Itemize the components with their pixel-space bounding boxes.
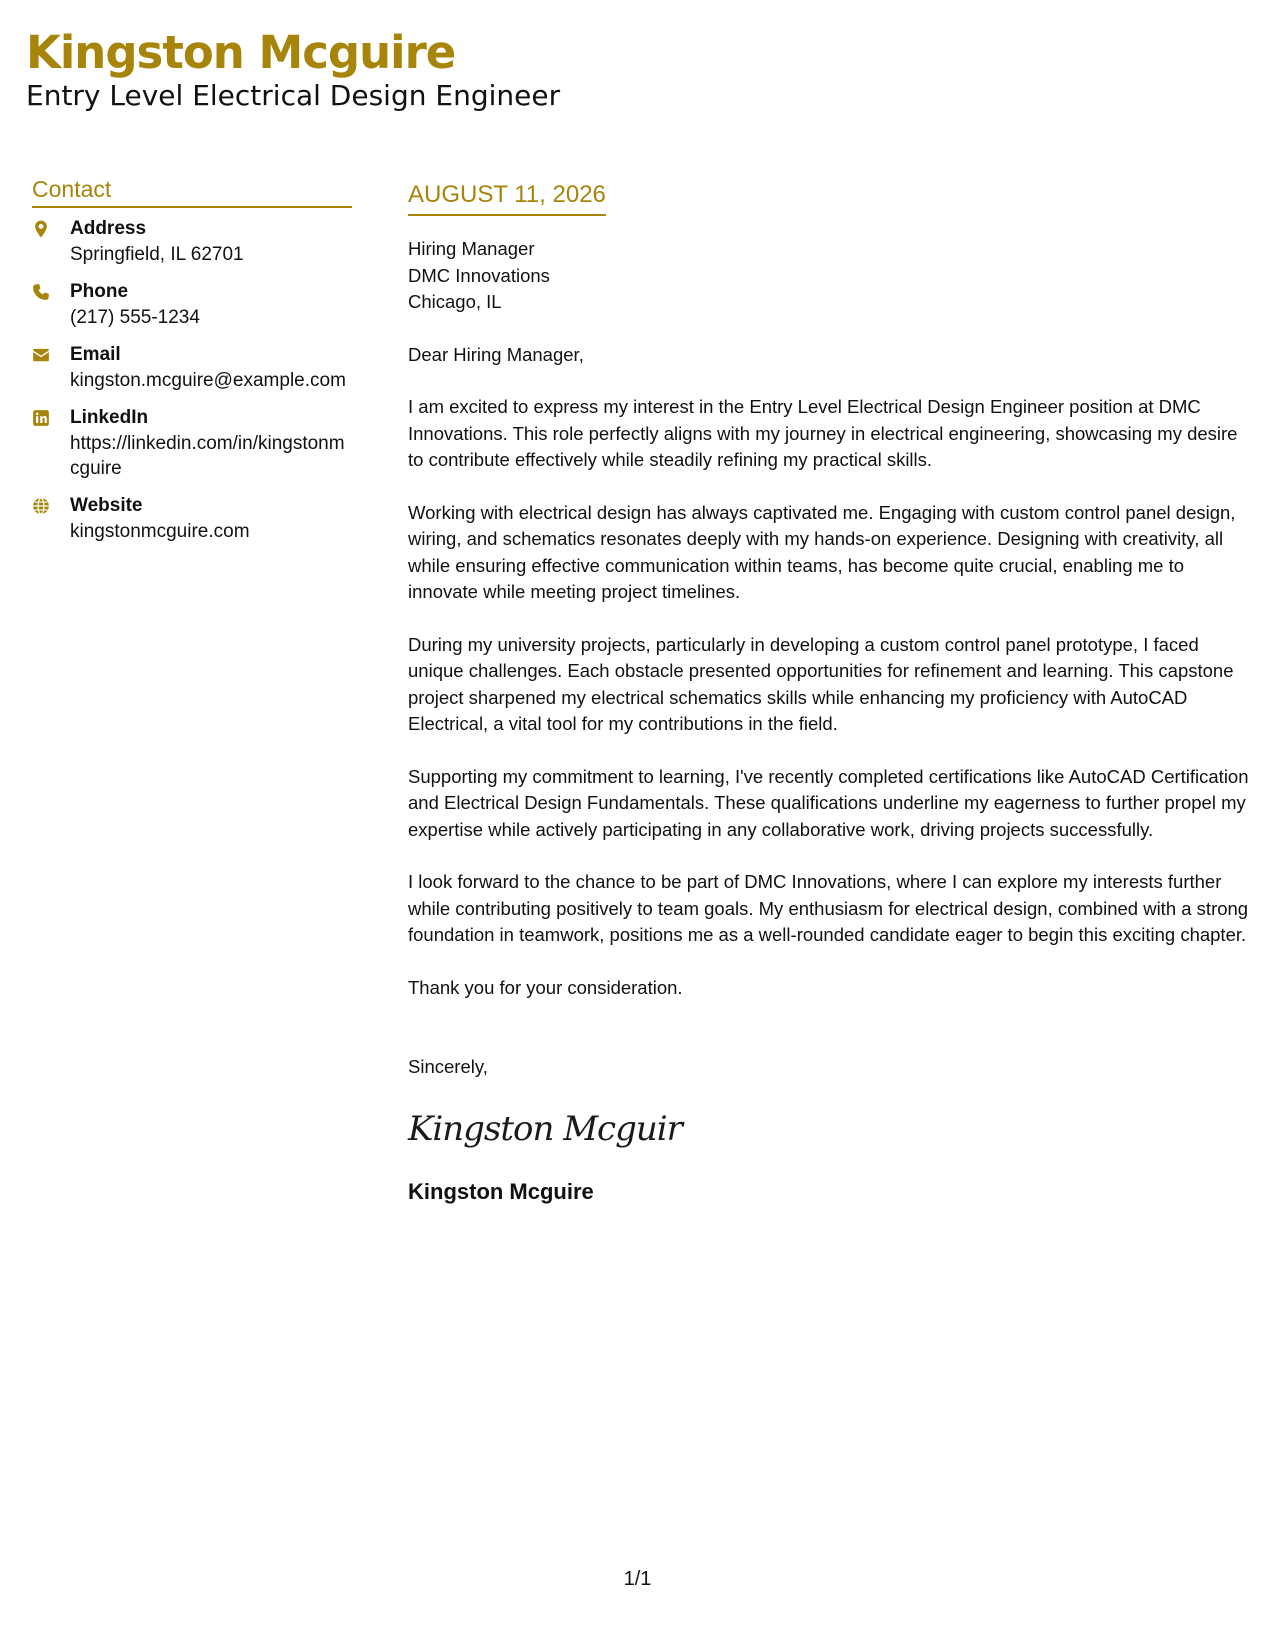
contact-item-phone [32,279,352,330]
phone-value: (217) 555-1234 [70,307,200,328]
handwritten-signature: Kingston Mcguir [408,1108,682,1149]
contact-item-address [32,216,352,267]
globe-icon [32,493,70,544]
recipient-block [408,236,1253,316]
website-value[interactable]: kingstonmcguire.com [70,521,250,542]
linkedin-label: LinkedIn [70,407,149,428]
cover-letter-body [408,178,1253,1207]
job-title: Entry Level Electrical Design Engineer [26,79,561,112]
thanks-line: Thank you for your consideration. [408,976,683,998]
email-label: Email [70,344,121,365]
phone-icon [32,279,70,330]
envelope-icon [32,342,70,393]
letter-paragraph: I look forward to the chance to be part of DMC Innovations, where I can explore my interests further while contributing positively to team goals. My enthusiasm for electrical design, combined with a strong foundation in teamwork, positions me as a well-rounded candidate eager to begin this exciting chapter. [408,871,1249,945]
address-label: Address [70,218,147,239]
linkedin-icon [32,405,70,481]
contact-list [32,216,352,544]
letter-paragraph: Supporting my commitment to learning, I've recently completed certifications like AutoCAD Certification and Electrical Design Fundamentals. These qualifications underline my eagerness to further propel my expertise while actively participating in any collaborative work, driving projects successfully. [408,765,1249,840]
letter-paragraph: I am excited to express my interest in the Entry Level Electrical Design Engineer position at DMC Innovations. This role perfectly aligns with my journey in electrical engineering, showcasing my desire to contribute effectively while steadily refining my practical skills. [408,396,1238,470]
contact-item-email [32,342,352,393]
salutation: Dear Hiring Manager, [408,343,584,365]
phone-label: Phone [70,281,129,302]
signoff-name: Kingston Mcguire [408,1178,594,1204]
map-pin-icon [32,216,70,267]
resume-header [26,22,1226,114]
candidate-name: Kingston Mcguire [26,26,456,79]
address-value: Springfield, IL 62701 [70,244,244,265]
letter-date: AUGUST 11, 2026 [408,178,606,216]
website-label: Website [70,495,143,516]
contact-sidebar [32,172,352,556]
contact-item-linkedin [32,405,352,481]
closing: Sincerely, [408,1056,488,1077]
recipient-location: Chicago, IL [408,291,502,312]
contact-heading: Contact [32,172,352,208]
letter-paragraph: During my university projects, particularly in developing a custom control panel prototype, I faced unique challenges. Each obstacle presented opportunities for refinement and learning. This capstone project sharpened my electrical schematics skills while enhancing my proficiency with AutoCAD Electrical, a vital tool for my contributions in the field. [408,633,1234,734]
recipient-name: Hiring Manager [408,238,535,259]
email-value[interactable]: kingston.mcguire@example.com [70,370,346,391]
page-number: 1/1 [623,1568,652,1590]
linkedin-value[interactable]: https://linkedin.com/in/kingstonmcguire [70,433,345,479]
contact-item-website [32,493,352,544]
letter-paragraph: Working with electrical design has always captivated me. Engaging with custom control panel design, wiring, and schematics resonates deeply with my hands-on experience. Designing with creativity, all while ensuring effective communication within teams, has become quite crucial, enabling me to innovate while meeting project timelines. [408,501,1236,602]
recipient-company: DMC Innovations [408,264,550,286]
